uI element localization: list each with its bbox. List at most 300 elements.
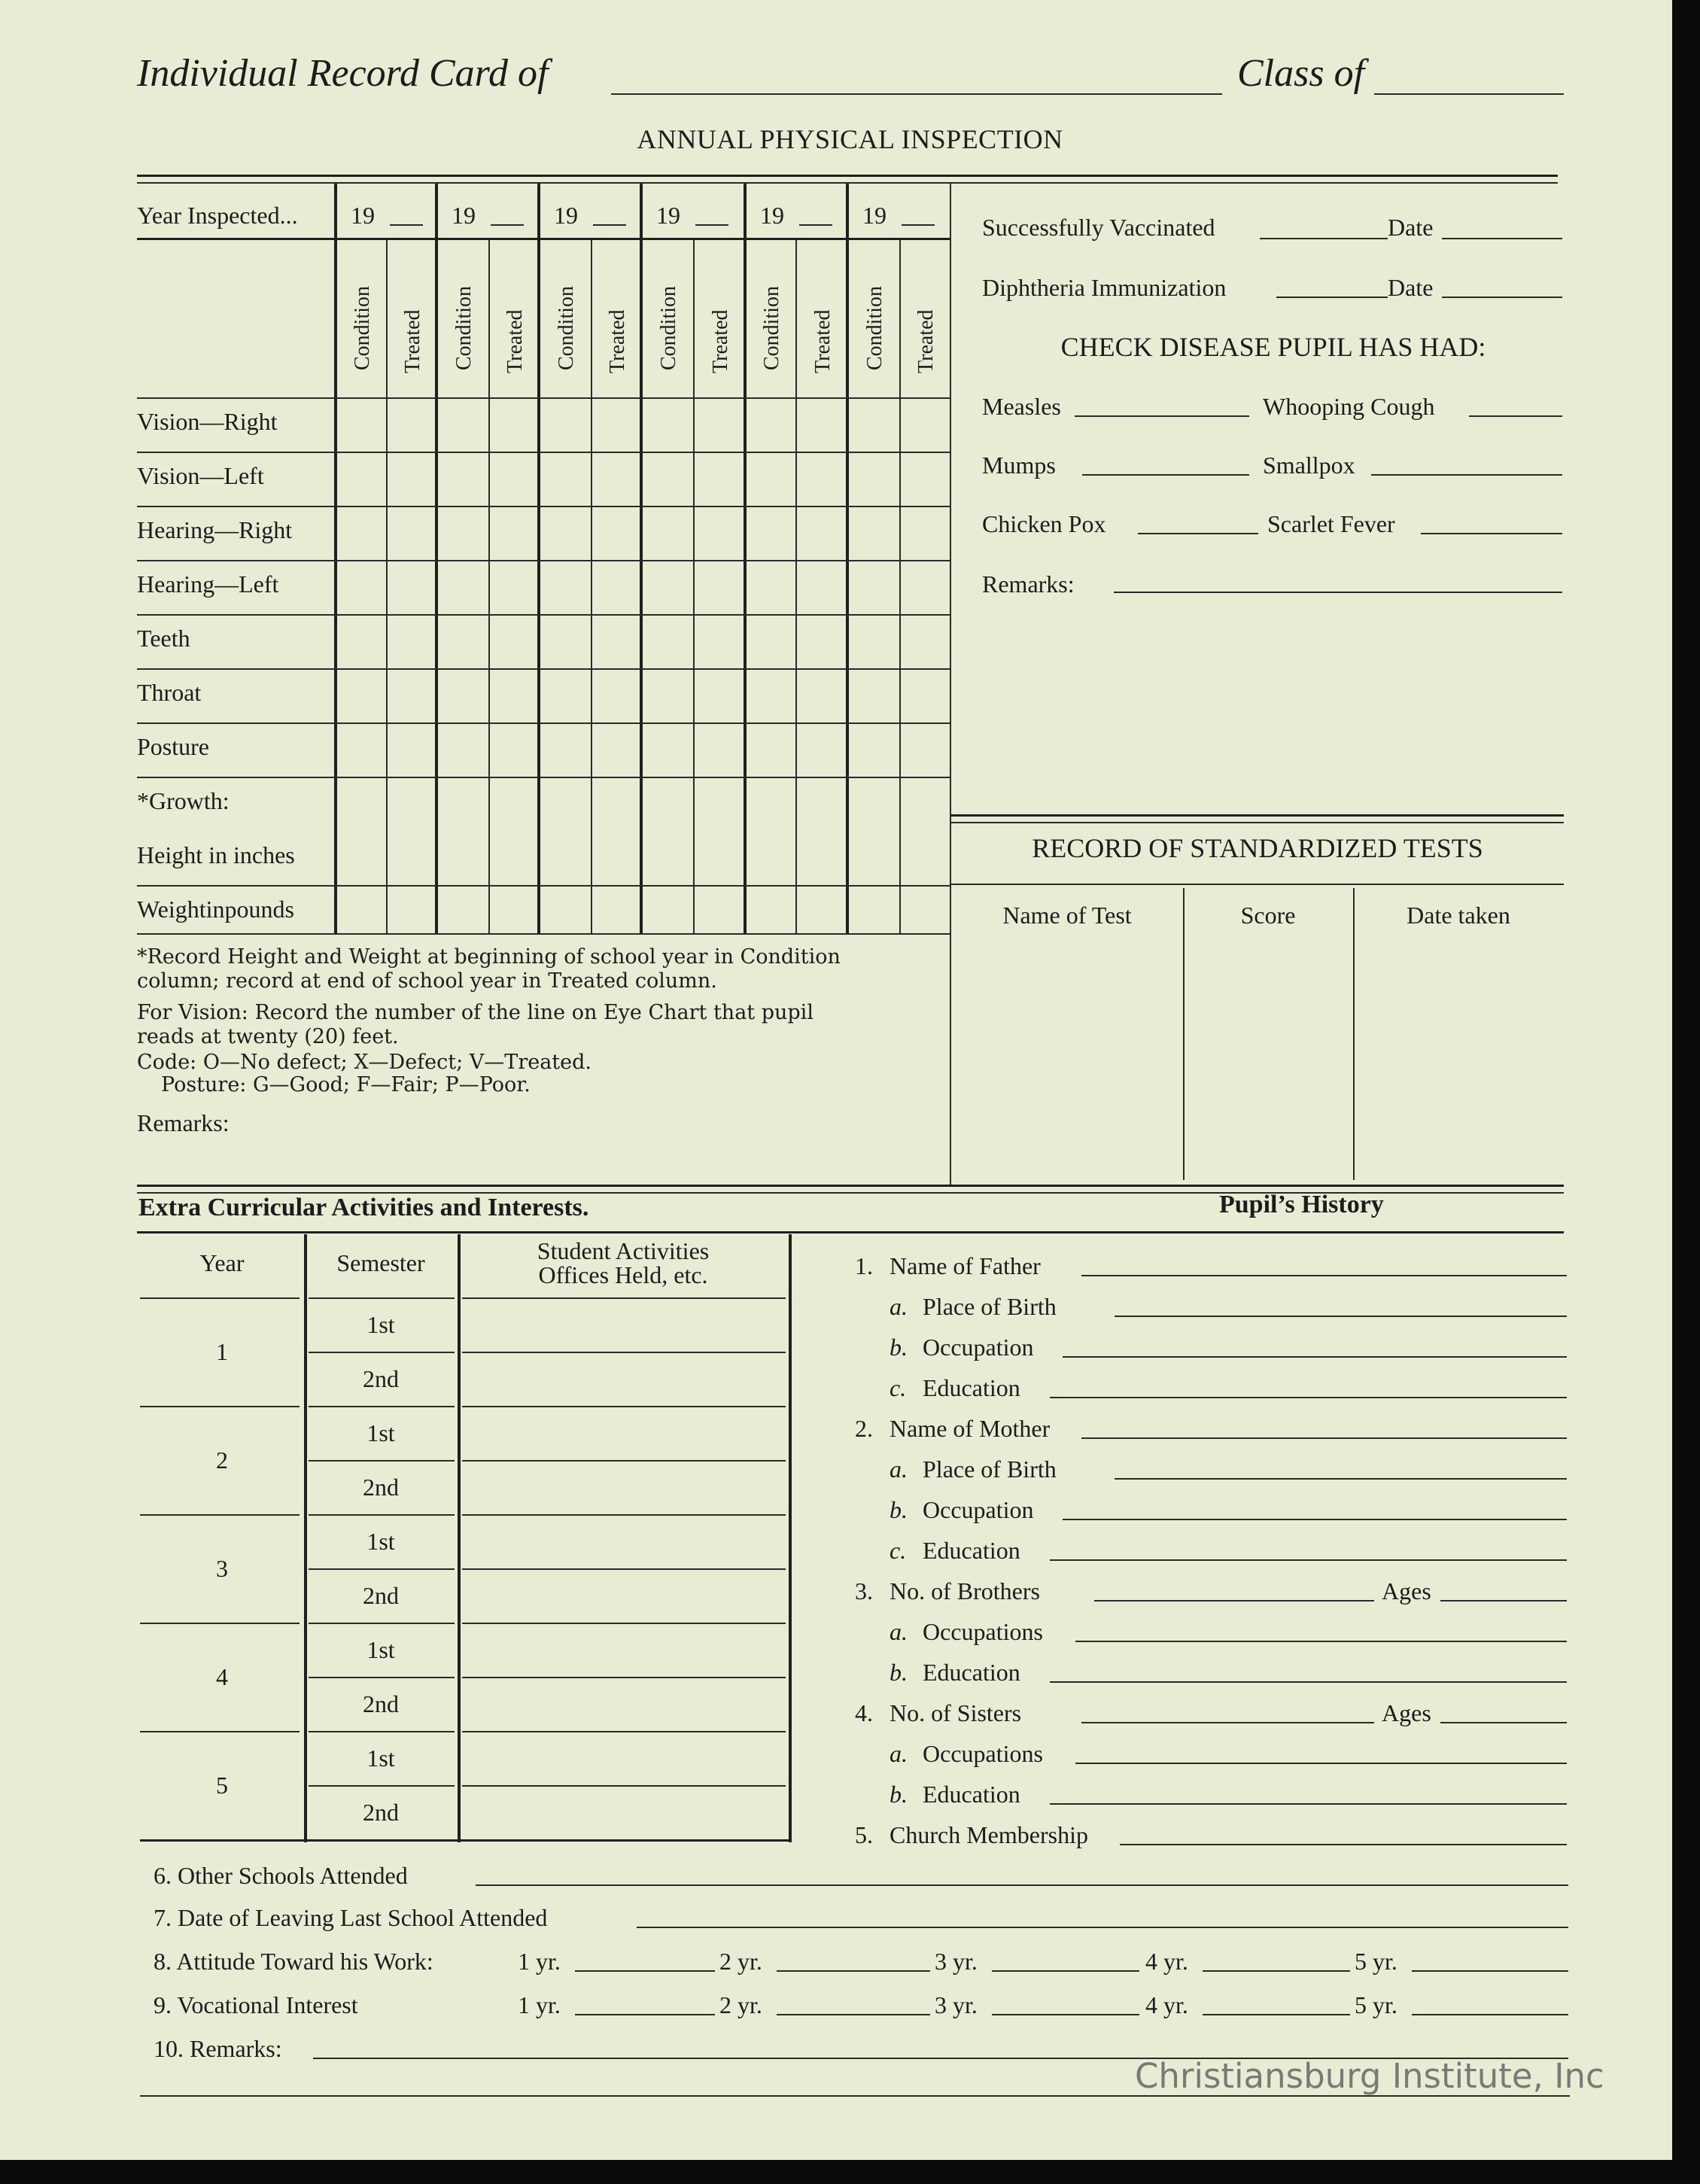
inspection-cell[interactable] xyxy=(438,887,488,932)
disease-whooping-cough-line[interactable] xyxy=(1469,415,1562,417)
bottom-item-line[interactable] xyxy=(637,1927,1568,1928)
inspection-cell[interactable] xyxy=(491,670,537,721)
disease-smallpox-line[interactable] xyxy=(1371,474,1562,476)
history-item-line[interactable] xyxy=(1050,1681,1567,1683)
inspection-cell[interactable] xyxy=(747,724,795,775)
activities-entry-line[interactable] xyxy=(462,1731,786,1732)
divider xyxy=(137,1231,1564,1233)
rotated-header-text: Treated xyxy=(914,309,938,373)
inspection-cell[interactable] xyxy=(747,887,795,932)
inspection-cell[interactable] xyxy=(695,778,744,884)
inspection-cell[interactable] xyxy=(540,616,590,667)
history-item-line[interactable] xyxy=(1081,1275,1567,1276)
divider xyxy=(309,1460,455,1462)
divider xyxy=(846,184,849,239)
inspection-cell[interactable] xyxy=(337,778,385,884)
activities-entry[interactable] xyxy=(462,1626,784,1674)
year-answer-line[interactable] xyxy=(777,1970,930,1972)
inspection-cell[interactable] xyxy=(798,778,846,884)
inspection-cell[interactable] xyxy=(798,453,846,504)
inspection-cell[interactable] xyxy=(643,670,692,721)
history-item-number: 5. xyxy=(855,1821,873,1848)
year-label: 5 yr. xyxy=(1355,1948,1397,1975)
inspection-cell[interactable] xyxy=(540,561,590,613)
divider xyxy=(744,184,747,239)
inspection-cell[interactable] xyxy=(695,887,744,932)
history-ages-line[interactable] xyxy=(1440,1600,1567,1601)
diphtheria-line[interactable] xyxy=(1276,297,1388,298)
history-item-line[interactable] xyxy=(1075,1763,1567,1764)
inspection-note: For Vision: Record the number of the line on Eye Chart that pupil xyxy=(137,1001,814,1024)
inspection-cell[interactable] xyxy=(540,670,590,721)
inspection-cell[interactable] xyxy=(798,507,846,558)
inspection-cell[interactable] xyxy=(902,778,948,884)
inspection-cell[interactable] xyxy=(540,507,590,558)
history-item-number: 1. xyxy=(855,1252,873,1279)
vaccinated-date-line[interactable] xyxy=(1442,238,1562,239)
activities-semester: 1st xyxy=(366,1528,395,1555)
activities-entry[interactable] xyxy=(462,1355,784,1403)
class-year-line[interactable] xyxy=(1374,93,1564,95)
inspection-row-label: Throat xyxy=(137,679,202,706)
history-item-label: Occupation xyxy=(923,1334,1034,1361)
activities-entry[interactable] xyxy=(462,1300,784,1349)
inspection-cell[interactable] xyxy=(388,507,435,558)
inspection-cell[interactable] xyxy=(849,616,899,667)
inspection-cell[interactable] xyxy=(643,887,692,932)
divider xyxy=(140,1406,300,1407)
inspection-cell[interactable] xyxy=(491,507,537,558)
form-subtitle: ANNUAL PHYSICAL INSPECTION xyxy=(637,124,1063,154)
divider xyxy=(309,1677,455,1678)
inspection-cell[interactable] xyxy=(798,670,846,721)
divider xyxy=(309,1297,455,1299)
history-ages-line[interactable] xyxy=(1440,1722,1567,1723)
year-answer-line[interactable] xyxy=(575,2014,715,2015)
inspection-cell[interactable] xyxy=(643,453,692,504)
diphtheria-date-label: Date xyxy=(1388,274,1434,301)
history-item-label: Education xyxy=(923,1781,1020,1808)
year-label: 4 yr. xyxy=(1145,1991,1188,2018)
history-item-label: Name of Father xyxy=(890,1252,1041,1279)
inspection-cell[interactable] xyxy=(902,887,948,932)
bottom-item-label: 10. Remarks: xyxy=(154,2035,282,2062)
inspection-cell[interactable] xyxy=(540,887,590,932)
inspection-cell[interactable] xyxy=(747,399,795,450)
divider xyxy=(951,822,1564,823)
disease-measles-label: Measles xyxy=(982,393,1061,420)
activities-col-semester: Semester xyxy=(336,1249,425,1276)
history-item-line[interactable] xyxy=(1115,1478,1567,1480)
disease-measles-line[interactable] xyxy=(1075,415,1249,417)
activities-entry-line[interactable] xyxy=(462,1785,786,1787)
student-name-line[interactable] xyxy=(611,93,1222,95)
year-label: 4 yr. xyxy=(1145,1948,1188,1975)
inspection-cell[interactable] xyxy=(695,561,744,613)
history-item-line[interactable] xyxy=(1120,1844,1567,1845)
inspection-cell[interactable] xyxy=(593,616,640,667)
activities-heading: Extra Curricular Activities and Interests. xyxy=(138,1194,589,1221)
activities-entry-line[interactable] xyxy=(462,1677,786,1678)
history-item-number: a. xyxy=(890,1293,908,1320)
inspection-cell[interactable] xyxy=(849,724,899,775)
inspection-row-label: Vision—Left xyxy=(137,462,264,489)
disease-chicken-pox-label: Chicken Pox xyxy=(982,510,1106,537)
rotated-header-text: Treated xyxy=(709,309,732,373)
activities-entry[interactable] xyxy=(462,1571,784,1620)
activities-col-activities: Student Activities xyxy=(537,1237,710,1264)
inspection-cell[interactable] xyxy=(902,670,948,721)
inspection-cell[interactable] xyxy=(798,616,846,667)
inspection-cell[interactable] xyxy=(643,778,692,884)
history-item-label: No. of Brothers xyxy=(890,1577,1040,1605)
diphtheria-date-line[interactable] xyxy=(1442,297,1562,298)
inspection-cell[interactable] xyxy=(593,724,640,775)
bottom-item-line[interactable] xyxy=(476,1884,1568,1886)
inspection-row-label: Posture xyxy=(137,733,209,760)
inspection-cell[interactable] xyxy=(540,778,590,884)
inspection-cell[interactable] xyxy=(491,724,537,775)
activities-entry[interactable] xyxy=(462,1788,784,1836)
inspection-row-label: Height in inches xyxy=(137,841,295,868)
inspection-note: reads at twenty (20) feet. xyxy=(137,1025,399,1048)
inspection-cell[interactable] xyxy=(695,453,744,504)
inspection-cell[interactable] xyxy=(438,561,488,613)
inspection-cell[interactable] xyxy=(337,453,385,504)
inspection-note: *Record Height and Weight at beginning of school year in Condition xyxy=(137,945,841,969)
inspection-remarks-label: Remarks: xyxy=(137,1109,230,1136)
history-item-line[interactable] xyxy=(1050,1559,1567,1561)
inspection-row-label: *Growth: xyxy=(137,787,230,814)
year-answer-line[interactable] xyxy=(1412,1970,1568,1972)
history-ages-label: Ages xyxy=(1382,1699,1431,1726)
activities-entry-line[interactable] xyxy=(462,1406,786,1407)
inspection-note: Posture: G—Good; F—Fair; P—Poor. xyxy=(161,1073,531,1097)
inspection-cell[interactable] xyxy=(593,887,640,932)
inspection-cell[interactable] xyxy=(388,399,435,450)
inspection-cell[interactable] xyxy=(540,453,590,504)
inspection-cell[interactable] xyxy=(798,724,846,775)
divider xyxy=(140,1623,300,1624)
inspection-cell[interactable] xyxy=(388,616,435,667)
history-item-line[interactable] xyxy=(1063,1356,1567,1358)
divider xyxy=(537,184,540,239)
inspection-cell[interactable] xyxy=(747,670,795,721)
year-label: 5 yr. xyxy=(1355,1991,1397,2018)
inspection-cell[interactable] xyxy=(388,561,435,613)
inspection-cell[interactable] xyxy=(747,616,795,667)
inspection-cell[interactable] xyxy=(798,887,846,932)
inspection-row-label: Hearing—Right xyxy=(137,516,293,543)
inspection-cell[interactable] xyxy=(438,507,488,558)
inspection-cell[interactable] xyxy=(695,724,744,775)
inspection-cell[interactable] xyxy=(491,616,537,667)
history-item-label: Place of Birth xyxy=(923,1293,1057,1320)
history-item-number: a. xyxy=(890,1740,908,1767)
divider xyxy=(640,184,643,239)
inspection-cell[interactable] xyxy=(849,561,899,613)
history-item-line[interactable] xyxy=(1081,1437,1567,1439)
rotated-header-text: Condition xyxy=(657,285,680,370)
inspection-cell[interactable] xyxy=(849,507,899,558)
inspection-row-label: Hearing—Left xyxy=(137,570,279,598)
activities-entry[interactable] xyxy=(462,1463,784,1511)
inspection-cell[interactable] xyxy=(438,616,488,667)
history-item-label: Name of Mother xyxy=(890,1415,1051,1442)
vaccinated-date-label: Date xyxy=(1388,214,1434,241)
history-item-number: b. xyxy=(890,1496,908,1523)
inspection-cell[interactable] xyxy=(491,453,537,504)
divider xyxy=(140,1297,300,1299)
tests-col-date: Date taken xyxy=(1407,902,1510,929)
inspection-cell[interactable] xyxy=(798,399,846,450)
inspection-cell[interactable] xyxy=(593,670,640,721)
inspection-cell[interactable] xyxy=(643,507,692,558)
year-answer-line[interactable] xyxy=(1203,2014,1350,2015)
year-prefix: 19 xyxy=(554,202,578,229)
divider xyxy=(309,1623,455,1624)
inspection-cell[interactable] xyxy=(593,561,640,613)
year-answer-line[interactable] xyxy=(777,2014,930,2015)
history-item-line[interactable] xyxy=(1081,1722,1374,1723)
inspection-cell[interactable] xyxy=(388,453,435,504)
year-label: 2 yr. xyxy=(719,1948,762,1975)
inspection-cell[interactable] xyxy=(902,507,948,558)
card-title: Individual Record Card of xyxy=(137,52,549,95)
tests-heading: RECORD OF STANDARDIZED TESTS xyxy=(1032,833,1483,863)
activities-semester: 2nd xyxy=(363,1365,399,1392)
divider xyxy=(386,239,388,933)
year-label: 1 yr. xyxy=(518,1991,561,2018)
inspection-row-label: Vision—Right xyxy=(137,408,278,435)
rotated-header-text: Treated xyxy=(401,309,424,373)
activities-semester: 1st xyxy=(366,1419,395,1446)
inspection-cell[interactable] xyxy=(337,561,385,613)
history-item-line[interactable] xyxy=(1050,1803,1567,1805)
divider xyxy=(1183,888,1185,1180)
activities-entry-line[interactable] xyxy=(462,1623,786,1624)
inspection-cell[interactable] xyxy=(438,778,488,884)
history-item-number: a. xyxy=(890,1455,908,1483)
year-prefix: 19 xyxy=(862,202,886,229)
activities-entry-line[interactable] xyxy=(462,1514,786,1516)
year-input-line[interactable] xyxy=(491,224,524,226)
inspection-cell[interactable] xyxy=(491,399,537,450)
inspection-cell[interactable] xyxy=(849,399,899,450)
history-item-label: Occupation xyxy=(923,1496,1034,1523)
divider xyxy=(951,814,1564,817)
activities-semester: 1st xyxy=(366,1636,395,1663)
divider xyxy=(951,884,1564,885)
tests-col-score: Score xyxy=(1240,902,1296,929)
inspection-cell[interactable] xyxy=(337,670,385,721)
inspection-cell[interactable] xyxy=(337,724,385,775)
inspection-cell[interactable] xyxy=(747,507,795,558)
year-input-line[interactable] xyxy=(902,224,935,226)
inspection-cell[interactable] xyxy=(849,670,899,721)
disease-smallpox-label: Smallpox xyxy=(1263,452,1355,479)
disease-remarks-line[interactable] xyxy=(1114,592,1562,593)
activities-semester: 2nd xyxy=(363,1690,399,1717)
divider xyxy=(137,238,950,240)
divider xyxy=(140,1839,792,1842)
year-input-line[interactable] xyxy=(799,224,832,226)
inspection-cell[interactable] xyxy=(747,561,795,613)
inspection-row-label: Teeth xyxy=(137,625,190,652)
activities-year: 2 xyxy=(216,1446,228,1474)
inspection-cell[interactable] xyxy=(849,453,899,504)
disease-chicken-pox-line[interactable] xyxy=(1138,533,1258,534)
disease-whooping-cough-label: Whooping Cough xyxy=(1263,393,1435,420)
rotated-header-text: Treated xyxy=(811,309,835,373)
inspection-cell[interactable] xyxy=(798,561,846,613)
inspection-cell[interactable] xyxy=(388,724,435,775)
inspection-cell[interactable] xyxy=(593,507,640,558)
history-item-label: No. of Sisters xyxy=(890,1699,1022,1726)
rotated-header-text: Treated xyxy=(606,309,629,373)
inspection-cell[interactable] xyxy=(540,724,590,775)
history-heading: Pupil’s History xyxy=(1219,1191,1384,1218)
divider xyxy=(309,1785,455,1787)
divider xyxy=(488,239,490,933)
divider xyxy=(899,239,901,933)
inspection-cell[interactable] xyxy=(438,399,488,450)
history-item-number: 3. xyxy=(855,1577,873,1605)
inspection-cell[interactable] xyxy=(337,507,385,558)
inspection-cell[interactable] xyxy=(438,724,488,775)
inspection-cell[interactable] xyxy=(695,507,744,558)
inspection-cell[interactable] xyxy=(593,453,640,504)
bottom-item-label: 7. Date of Leaving Last School Attended xyxy=(154,1904,548,1931)
divider xyxy=(140,1514,300,1516)
disease-scarlet-fever-line[interactable] xyxy=(1421,533,1562,534)
inspection-cell[interactable] xyxy=(593,399,640,450)
divider xyxy=(137,1185,1564,1187)
inspection-row-label: Weightinpounds xyxy=(137,896,294,923)
year-input-line[interactable] xyxy=(390,224,423,226)
history-item-number: 4. xyxy=(855,1699,873,1726)
inspection-cell[interactable] xyxy=(540,399,590,450)
activities-entry[interactable] xyxy=(462,1517,784,1565)
rotated-header-text: Condition xyxy=(351,285,374,370)
history-item-number: c. xyxy=(890,1374,907,1401)
inspection-cell[interactable] xyxy=(695,399,744,450)
inspection-cell[interactable] xyxy=(902,399,948,450)
year-answer-line[interactable] xyxy=(992,1970,1139,1972)
divider xyxy=(693,239,695,933)
vaccinated-line[interactable] xyxy=(1260,238,1388,239)
inspection-cell[interactable] xyxy=(388,670,435,721)
inspection-cell[interactable] xyxy=(849,887,899,932)
inspection-cell[interactable] xyxy=(643,399,692,450)
history-item-line[interactable] xyxy=(1075,1641,1567,1642)
year-answer-line[interactable] xyxy=(1412,2014,1568,2015)
disease-heading: CHECK DISEASE PUPIL HAS HAD: xyxy=(1060,332,1486,362)
inspection-cell[interactable] xyxy=(337,616,385,667)
divider xyxy=(458,1234,461,1842)
year-input-line[interactable] xyxy=(593,224,626,226)
inspection-note: Code: O—No defect; X—Defect; V—Treated. xyxy=(137,1051,592,1074)
watermark: Christiansburg Institute, Inc xyxy=(1135,2056,1604,2096)
history-item-number: c. xyxy=(890,1537,907,1564)
inspection-cell[interactable] xyxy=(491,561,537,613)
activities-entry[interactable] xyxy=(462,1680,784,1728)
divider xyxy=(309,1406,455,1407)
activities-entry-line[interactable] xyxy=(462,1352,786,1353)
activities-entry-line[interactable] xyxy=(462,1460,786,1462)
inspection-cell[interactable] xyxy=(491,887,537,932)
year-answer-line[interactable] xyxy=(1203,1970,1350,1972)
inspection-cell[interactable] xyxy=(849,778,899,884)
bottom-item-label: 9. Vocational Interest xyxy=(154,1991,358,2018)
year-prefix: 19 xyxy=(760,202,784,229)
inspection-cell[interactable] xyxy=(643,616,692,667)
inspection-cell[interactable] xyxy=(491,778,537,884)
history-item-line[interactable] xyxy=(1050,1397,1567,1398)
activities-semester: 2nd xyxy=(363,1474,399,1501)
inspection-cell[interactable] xyxy=(337,887,385,932)
inspection-cell[interactable] xyxy=(438,453,488,504)
inspection-cell[interactable] xyxy=(902,616,948,667)
inspection-cell[interactable] xyxy=(337,399,385,450)
inspection-cell[interactable] xyxy=(388,887,435,932)
history-item-line[interactable] xyxy=(1094,1600,1374,1601)
history-item-label: Place of Birth xyxy=(923,1455,1057,1483)
grid-row-line xyxy=(137,933,950,935)
inspection-cell[interactable] xyxy=(643,724,692,775)
bottom-item-label: 8. Attitude Toward his Work: xyxy=(154,1948,433,1975)
history-item-line[interactable] xyxy=(1115,1316,1567,1317)
activities-year: 5 xyxy=(216,1772,228,1799)
inspection-cell[interactable] xyxy=(695,616,744,667)
history-item-label: Education xyxy=(923,1659,1020,1686)
year-answer-line[interactable] xyxy=(992,2014,1139,2015)
inspection-cell[interactable] xyxy=(747,453,795,504)
activities-entry[interactable] xyxy=(462,1734,784,1782)
inspection-cell[interactable] xyxy=(593,778,640,884)
activities-entry[interactable] xyxy=(462,1409,784,1457)
history-item-number: b. xyxy=(890,1659,908,1686)
inspection-cell[interactable] xyxy=(747,778,795,884)
disease-scarlet-fever-label: Scarlet Fever xyxy=(1267,510,1395,537)
rotated-header-text: Treated xyxy=(503,309,527,373)
inspection-cell[interactable] xyxy=(438,670,488,721)
activities-semester: 2nd xyxy=(363,1799,399,1826)
bottom-item-label: 6. Other Schools Attended xyxy=(154,1862,408,1889)
year-prefix: 19 xyxy=(452,202,476,229)
divider xyxy=(795,239,797,933)
history-item-label: Occupations xyxy=(923,1618,1043,1645)
inspection-cell[interactable] xyxy=(388,778,435,884)
history-item-label: Education xyxy=(923,1537,1020,1564)
inspection-cell[interactable] xyxy=(902,561,948,613)
history-item-line[interactable] xyxy=(1063,1519,1567,1520)
divider xyxy=(309,1514,455,1516)
inspection-cell[interactable] xyxy=(902,453,948,504)
inspection-cell[interactable] xyxy=(643,561,692,613)
year-answer-line[interactable] xyxy=(575,1970,715,1972)
divider xyxy=(334,184,337,239)
activities-col-year: Year xyxy=(199,1249,245,1276)
inspection-cell[interactable] xyxy=(902,724,948,775)
inspection-cell[interactable] xyxy=(695,670,744,721)
disease-mumps-label: Mumps xyxy=(982,452,1056,479)
rotated-header-text: Condition xyxy=(760,285,783,370)
disease-mumps-line[interactable] xyxy=(1082,474,1249,476)
activities-entry-line[interactable] xyxy=(462,1568,786,1570)
year-input-line[interactable] xyxy=(695,224,728,226)
year-label: 2 yr. xyxy=(719,1991,762,2018)
